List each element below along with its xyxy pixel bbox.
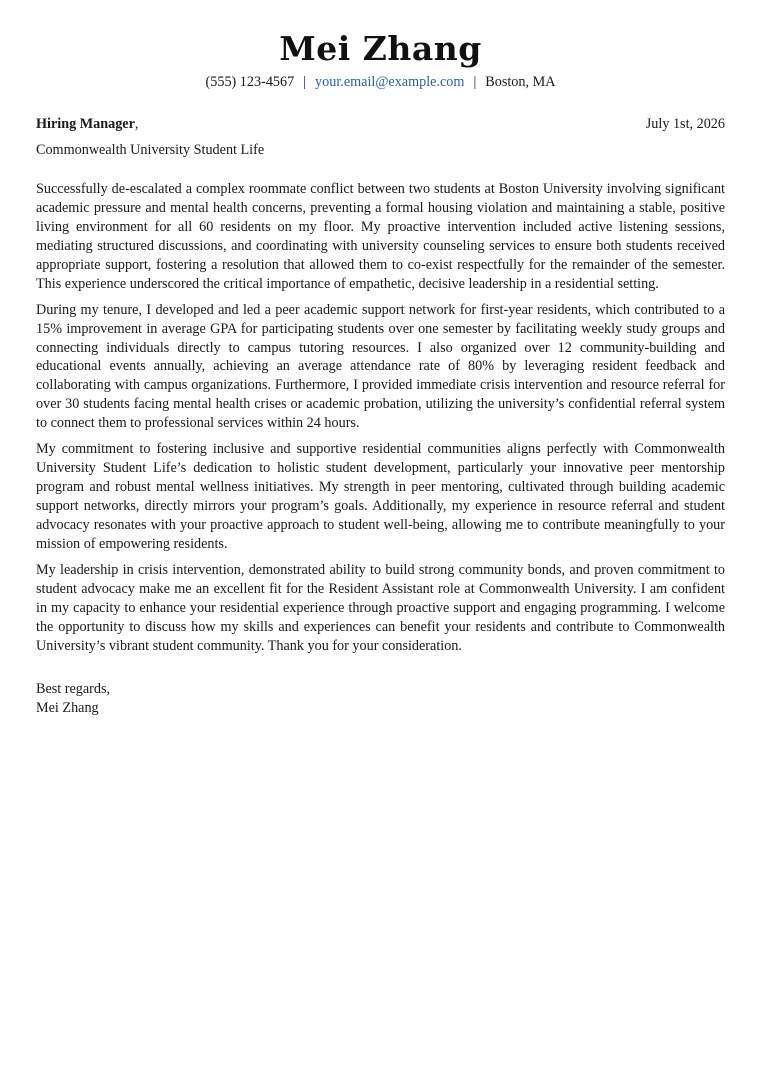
contact-separator: |	[473, 74, 477, 90]
body-paragraph: Successfully de-escalated a complex roommate conflict between two students at Boston University involving significant academic pressure and mental health concerns, preventing a formal housing violation and maintaining a stable, positive living environment for all 60 residents on my floor. My proactive intervention included active listening sessions, mediating structured discussions, and coordinating with university counseling services to ensure both students received appropriate support, fostering a resolution that allowed them to co-exist respectfully for the remainder of the semester. This experience underscored the critical importance of empathetic, decisive leadership in a residential setting.	[36, 181, 725, 292]
greeting-comma: ,	[134, 116, 139, 132]
letter-date: July 1st, 2026	[645, 116, 725, 132]
closing-salutation: Best regards,	[36, 681, 111, 697]
recipient-organization: Commonwealth University Student Life	[36, 142, 265, 158]
body-paragraph: During my tenure, I developed and led a peer academic support network for first-year residents, which contributed to a 15% improvement in average GPA for participating students over one semester by facilitating weekly study groups and connecting individuals directly to campus tutoring resources. I also organized over 12 community-building and educational events annually, achieving an average attendance rate of 80% by leveraging resident feedback and collaborating with campus organizations. Furthermore, I provided immediate crisis intervention and resource referral for over 30 students facing mental health crises or academic probation, utilizing the university’s confidential referral system to connect them to professional services within 24 hours.	[36, 301, 725, 432]
letter-body	[36, 180, 725, 663]
body-paragraph: My leadership in crisis intervention, demonstrated ability to build strong community bonds, and proven commitment to student advocacy make me an excellent fit for the Resident Assistant role at Commonwealth University. I am confident in my capacity to enhance your residential experience through proactive support and engaging programming. I welcome the opportunity to discuss how my skills and experiences can benefit your residents and contribute to Commonwealth University’s vibrant student community. Thank you for your consideration.	[36, 562, 725, 654]
greeting	[36, 115, 138, 134]
body-paragraph: My commitment to fostering inclusive and supportive residential communities aligns perfectly with Commonwealth University Student Life’s dedication to holistic student development, particularly your innovative peer mentorship program and robust mental wellness initiatives. My strength in peer mentoring, cultivated through building academic support networks, directly mirrors your program’s goals. Additionally, my experience in resource referral and student advocacy resonates with your proactive approach to student well-being, allowing me to contribute meaningfully to your mission of empowering residents.	[36, 441, 725, 552]
signature: Mei Zhang	[36, 700, 99, 716]
phone-number: (555) 123-4567	[205, 74, 295, 90]
applicant-name: Mei Zhang	[279, 29, 482, 68]
contact-line	[36, 73, 725, 92]
recipient-title: Hiring Manager	[36, 116, 135, 132]
recipient-row	[36, 115, 725, 134]
closing	[36, 680, 110, 718]
location: Boston, MA	[485, 74, 556, 90]
contact-separator: |	[303, 74, 307, 90]
email-link[interactable]: your.email@example.com	[315, 74, 465, 90]
